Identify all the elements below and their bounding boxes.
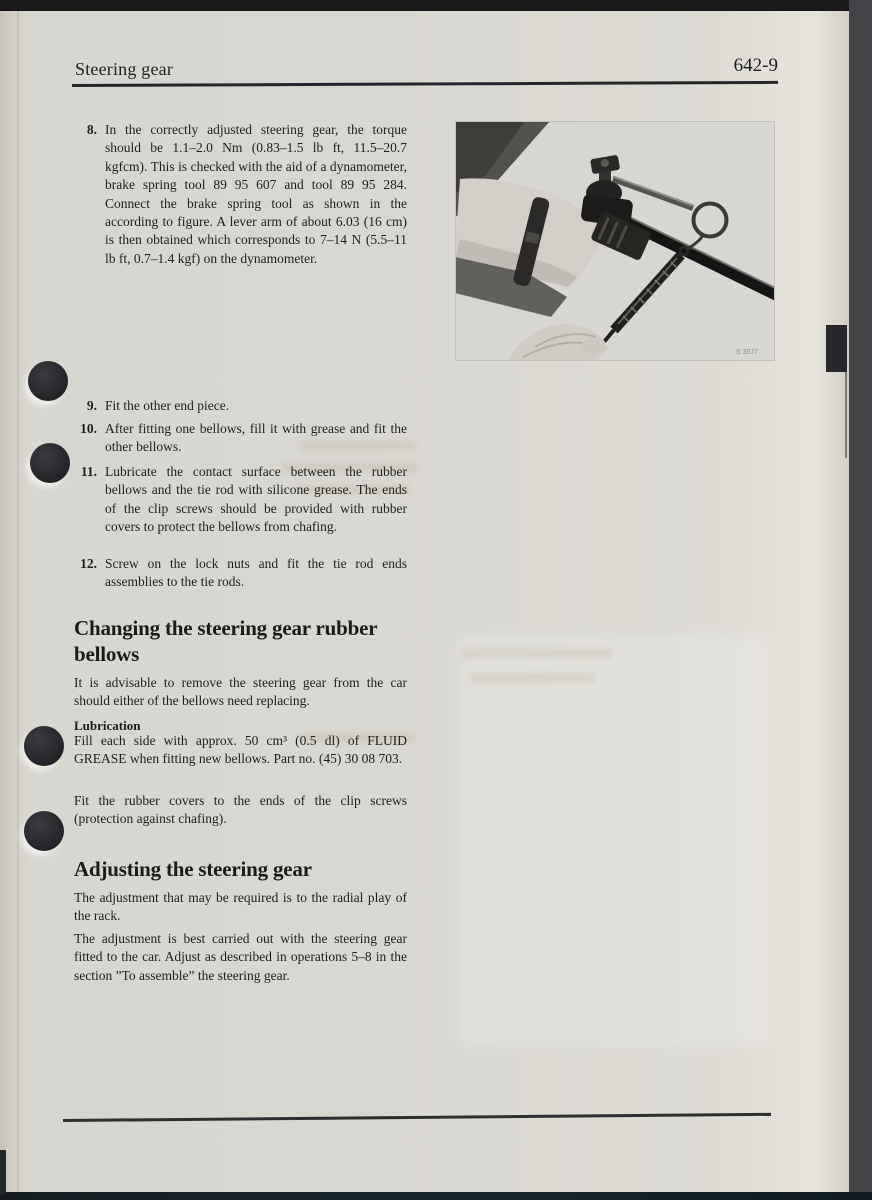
scan-top-edge — [0, 0, 872, 11]
step-number: 12. — [80, 556, 97, 571]
step-text: Lubricate the contact surface between the rubber bellows and the tie rod with silicone grease. The ends of the clip screws should be provided with rubber covers to protect the bellows from chafing. — [105, 464, 407, 535]
section-heading-adjusting: Adjusting the steering gear — [74, 857, 312, 881]
step-text: After fitting one bellows, fill it with grease and fit the other bellows. — [105, 421, 407, 455]
step-text: Screw on the lock nuts and fit the tie rod ends assemblies to the tie rods. — [105, 556, 407, 590]
paragraph-adjusting-1: The adjustment that may be required is to the radial play of the rack. — [74, 890, 407, 924]
page-header-title: Steering gear — [75, 59, 174, 79]
bleed-through-text — [470, 673, 595, 683]
header-rule — [72, 81, 778, 87]
footer-rule — [63, 1113, 771, 1122]
bleed-through-patch — [458, 635, 768, 1047]
subheading-lubrication: Lubrication — [74, 718, 141, 733]
step-item-12 — [73, 555, 407, 592]
binder-hole — [24, 811, 64, 851]
page-edge-line — [845, 372, 847, 458]
paragraph-bellows-intro: It is advisable to remove the steering gear from the car should either of the bellows need replacing. — [74, 675, 407, 709]
bleed-through-text — [462, 648, 612, 658]
step-number: 9. — [86, 398, 97, 413]
step-number: 10. — [80, 421, 97, 436]
step-item-11 — [73, 463, 407, 537]
step-item-8 — [73, 121, 407, 268]
step-number: 11. — [80, 464, 97, 479]
scan-corner-shadow — [0, 1150, 6, 1194]
page-number: 642-9 — [733, 55, 778, 76]
step-item-10 — [73, 420, 407, 457]
scan-right-edge — [849, 0, 872, 1200]
paper-sheet — [0, 11, 849, 1192]
binder-hole — [30, 443, 70, 483]
paragraph-rubber-covers: Fit the rubber covers to the ends of the clip screws (protection against chafing). — [74, 793, 407, 827]
index-tab — [826, 325, 847, 372]
paragraph-adjusting-2: The adjustment is best carried out with the steering gear fitted to the car. Adjust as described in operations 5–8 in the section ”To assemble” the steering gear. — [74, 931, 407, 983]
paragraph-lubrication: Fill each side with approx. 50 cm³ (0.5 dl) of FLUID GREASE when fitting new bellows. Part no. (45) 30 08 703. — [74, 733, 407, 767]
figure-caption: S 3577 — [736, 349, 759, 356]
binder-hole — [28, 361, 68, 401]
section-heading-changing-bellows: Changing the steering gear rubber bellows — [74, 616, 377, 666]
binder-hole — [24, 726, 64, 766]
scan-bottom-edge — [0, 1192, 872, 1200]
step-text: In the correctly adjusted steering gear, the torque should be 1.1–2.0 Nm (0.83–1.5 lb ft, 11.5–20.7 kgfcm). This is checked with the aid of a dynamometer, brake spring tool 89 95 607 and tool 89 95 284. Connect the brake spring tool as shown in the according to figure. A lever arm of about 6.03 (16 cm) is then obtained which corresponds to 7–14 N (5.5–11 lb ft, 0.7–1.4 kgf) on the dynamometer. — [105, 122, 407, 266]
step-text: Fit the other end piece. — [105, 398, 230, 413]
figure-photo — [455, 121, 775, 361]
figure-photo-brake-spring-tool — [455, 121, 775, 361]
step-number: 8. — [86, 122, 97, 137]
step-item-9 — [73, 397, 407, 415]
